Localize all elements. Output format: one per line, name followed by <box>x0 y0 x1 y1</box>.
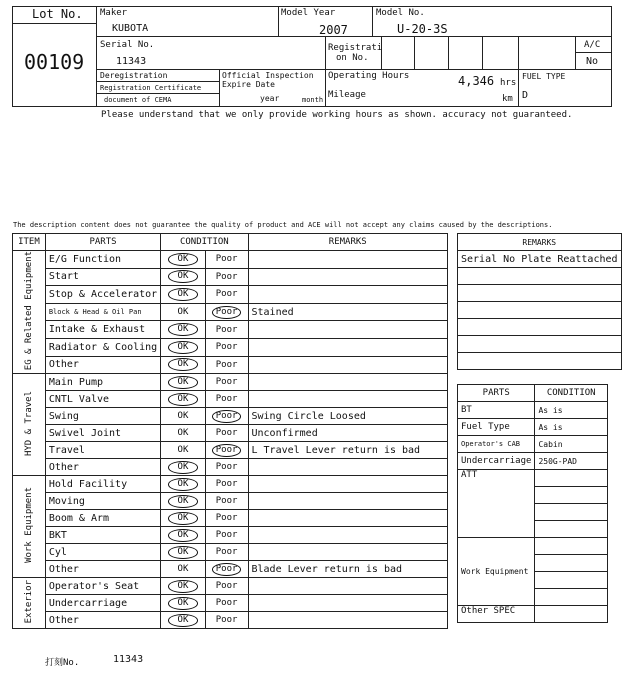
other-spec-cell-label: Other SPEC <box>461 606 516 616</box>
condition-ok: OK <box>168 529 199 542</box>
item-group-label: EG & Related Equipment <box>23 251 34 371</box>
model-no-label: Model No. <box>376 8 425 18</box>
condition-ok-cell <box>161 391 206 408</box>
remark-cell <box>248 510 448 527</box>
model-no-value: U-20-3S <box>397 22 448 36</box>
condition-poor-cell <box>205 476 248 493</box>
table-row <box>13 595 448 612</box>
ac-value: No <box>586 56 599 67</box>
condition-poor: Poor <box>215 530 238 541</box>
remark-cell: Unconfirmed <box>248 425 448 442</box>
remark-cell <box>248 612 448 629</box>
right-remark-cell <box>458 336 622 353</box>
condition-poor-cell <box>205 527 248 544</box>
header-remarks: REMARKS <box>248 234 448 251</box>
part-name: Radiator & Cooling <box>45 338 160 356</box>
table-row <box>13 493 448 510</box>
right-part-name: Fuel Type <box>458 419 535 436</box>
condition-poor: Poor <box>215 581 238 592</box>
item-group-cell <box>13 251 46 374</box>
condition-poor: Poor <box>215 496 238 507</box>
condition-poor-cell <box>205 374 248 391</box>
item-group-label: Work Equipment <box>23 487 34 564</box>
part-name: Swing <box>45 408 160 425</box>
condition-poor: Poor <box>215 547 238 558</box>
item-group-label: Exterior <box>23 580 34 624</box>
remark-cell <box>248 321 448 339</box>
official-inspection-label: Official Inspection <box>222 71 314 80</box>
condition-ok-cell <box>161 303 206 321</box>
remark-cell <box>248 493 448 510</box>
table-row <box>13 268 448 286</box>
notice-text: Please understand that we only provide working hours as shown. accuracy not guaranteed. <box>101 110 573 120</box>
operating-hours-label: Operating Hours <box>328 71 410 81</box>
right-parts-row <box>458 606 608 623</box>
part-name: E/G Function <box>45 251 160 269</box>
condition-poor-cell <box>205 286 248 304</box>
table-row <box>13 408 448 425</box>
condition-poor: Poor <box>215 271 238 282</box>
condition-poor: Poor <box>215 359 238 370</box>
table-row <box>13 510 448 527</box>
registration-label-2: on No. <box>336 53 369 63</box>
condition-poor: Poor <box>215 254 238 265</box>
condition-poor: Poor <box>212 444 242 457</box>
condition-ok: OK <box>177 428 189 439</box>
part-name: Main Pump <box>45 374 160 391</box>
table-row <box>13 251 448 269</box>
condition-ok: OK <box>168 495 199 508</box>
remark-cell <box>248 578 448 595</box>
part-name: Other <box>45 612 160 629</box>
remark-cell: Blade Lever return is bad <box>248 561 448 578</box>
table-row <box>13 374 448 391</box>
table-header-row <box>13 234 448 251</box>
right-remark-cell <box>458 302 622 319</box>
right-remark-cell <box>458 319 622 336</box>
condition-ok: OK <box>168 478 199 491</box>
part-name: Swivel Joint <box>45 425 160 442</box>
condition-poor: Poor <box>212 563 242 576</box>
condition-ok-cell <box>161 459 206 476</box>
condition-ok: OK <box>168 580 199 593</box>
condition-poor-cell <box>205 408 248 425</box>
remark-cell <box>248 356 448 374</box>
condition-poor: Poor <box>215 513 238 524</box>
condition-ok: OK <box>168 461 199 474</box>
condition-ok: OK <box>168 288 199 301</box>
cema-label: document of CEMA <box>104 96 172 104</box>
part-name: Moving <box>45 493 160 510</box>
condition-ok-cell <box>161 561 206 578</box>
disclaimer-text: The description content does not guarantee the quality of product and ACE will not accept any claims caused by the descriptions. <box>13 221 553 229</box>
month-label: month <box>302 96 324 104</box>
fuel-type-label: FUEL TYPE <box>522 72 566 81</box>
right-part-name: Undercarriage <box>458 453 535 470</box>
right-remark-cell <box>458 268 622 285</box>
condition-ok: OK <box>168 546 199 559</box>
right-remark-row <box>458 285 622 302</box>
maker-label: Maker <box>100 8 128 18</box>
part-name: Stop & Accelerator <box>45 286 160 304</box>
right-remarks-header: REMARKS <box>458 234 622 251</box>
condition-poor-cell <box>205 459 248 476</box>
condition-ok: OK <box>177 307 189 318</box>
right-part-condition: As is <box>535 402 608 419</box>
maker-value: KUBOTA <box>112 23 149 34</box>
right-remark-cell: Serial No Plate Reattached <box>458 251 622 268</box>
condition-ok-cell <box>161 510 206 527</box>
header-condition: CONDITION <box>161 234 248 251</box>
right-parts-row <box>458 436 608 453</box>
condition-poor-cell <box>205 321 248 339</box>
condition-poor-cell <box>205 356 248 374</box>
table-row <box>13 321 448 339</box>
lot-label: Lot No. <box>32 7 83 21</box>
remark-cell <box>248 476 448 493</box>
condition-ok-cell <box>161 321 206 339</box>
condition-ok-cell <box>161 612 206 629</box>
condition-ok-cell <box>161 286 206 304</box>
condition-poor: Poor <box>215 615 238 626</box>
condition-ok-cell <box>161 338 206 356</box>
table-row <box>13 527 448 544</box>
table-row <box>13 442 448 459</box>
table-row <box>13 544 448 561</box>
table-row <box>13 338 448 356</box>
condition-poor-cell <box>205 595 248 612</box>
condition-ok-cell <box>161 374 206 391</box>
part-name: Cyl <box>45 544 160 561</box>
part-name: Other <box>45 561 160 578</box>
table-row <box>13 612 448 629</box>
ac-label: A/C <box>584 40 601 50</box>
right-parts-row <box>458 402 608 419</box>
operating-hours-value: 4,346 <box>458 74 495 88</box>
condition-poor-cell <box>205 391 248 408</box>
condition-ok-cell <box>161 268 206 286</box>
right-parts-row <box>458 419 608 436</box>
condition-ok: OK <box>168 376 199 389</box>
part-name: CNTL Valve <box>45 391 160 408</box>
year-label: year <box>260 94 280 103</box>
condition-ok-cell <box>161 251 206 269</box>
condition-ok: OK <box>168 323 199 336</box>
condition-ok-cell <box>161 476 206 493</box>
right-remark-row <box>458 302 622 319</box>
condition-ok: OK <box>168 358 199 371</box>
right-part-name: BT <box>458 402 535 419</box>
condition-poor-cell <box>205 268 248 286</box>
footer-value: 11343 <box>113 654 144 665</box>
right-remark-row <box>458 268 622 285</box>
footer-label: 打刻No. <box>45 658 80 668</box>
right-part-condition <box>535 521 608 538</box>
serial-value: 11343 <box>116 56 147 67</box>
att-cell <box>458 470 535 538</box>
header-item: ITEM <box>13 234 46 251</box>
lot-number: 00109 <box>24 50 85 74</box>
condition-poor: Poor <box>212 306 242 319</box>
condition-poor: Poor <box>215 324 238 335</box>
item-group-label: HYD & Travel <box>23 390 34 456</box>
deregistration-label: Deregistration <box>100 71 168 80</box>
part-name: Undercarriage <box>45 595 160 612</box>
condition-poor-cell <box>205 425 248 442</box>
right-remark-row <box>458 336 622 353</box>
header-box <box>12 6 612 107</box>
condition-ok-cell <box>161 356 206 374</box>
remark-cell <box>248 391 448 408</box>
item-group-cell <box>13 374 46 476</box>
table-row <box>13 286 448 304</box>
expire-date-label: Expire Date <box>222 80 275 89</box>
registration-certificate-label: Registration Certificate <box>100 84 202 92</box>
table-row <box>13 425 448 442</box>
condition-poor: Poor <box>215 428 238 439</box>
condition-ok: OK <box>168 512 199 525</box>
condition-poor: Poor <box>212 410 242 423</box>
condition-ok-cell <box>161 544 206 561</box>
table-row <box>13 561 448 578</box>
condition-poor-cell <box>205 251 248 269</box>
remark-cell <box>248 544 448 561</box>
item-group-cell <box>13 578 46 629</box>
condition-poor: Poor <box>215 462 238 473</box>
header-parts: PARTS <box>45 234 160 251</box>
condition-poor: Poor <box>215 598 238 609</box>
remark-cell <box>248 268 448 286</box>
remark-cell <box>248 286 448 304</box>
right-parts-row <box>458 538 608 555</box>
work-equipment-cell <box>458 538 535 606</box>
work-equipment-label: Work Equipment <box>461 567 529 576</box>
right-remark-cell <box>458 285 622 302</box>
right-condition-header: CONDITION <box>535 385 608 402</box>
condition-poor: Poor <box>215 377 238 388</box>
condition-ok: OK <box>168 614 199 627</box>
right-remark-row <box>458 353 622 370</box>
condition-ok: OK <box>168 270 199 283</box>
remark-cell <box>248 374 448 391</box>
part-name: Start <box>45 268 160 286</box>
model-year-value: 2007 <box>319 23 348 37</box>
item-group-cell <box>13 476 46 578</box>
right-part-condition <box>535 538 608 555</box>
part-name: Travel <box>45 442 160 459</box>
condition-poor-cell <box>205 442 248 459</box>
condition-ok: OK <box>177 445 189 456</box>
condition-poor: Poor <box>215 479 238 490</box>
condition-poor-cell <box>205 544 248 561</box>
remark-cell <box>248 251 448 269</box>
remark-cell <box>248 527 448 544</box>
part-name: Intake & Exhaust <box>45 321 160 339</box>
condition-poor-cell <box>205 612 248 629</box>
condition-ok: OK <box>168 597 199 610</box>
right-remarks-table <box>457 233 622 370</box>
right-part-condition: 250G-PAD <box>535 453 608 470</box>
right-remark-row <box>458 319 622 336</box>
km-label: km <box>502 94 513 104</box>
table-row <box>13 356 448 374</box>
condition-poor-cell <box>205 338 248 356</box>
right-parts-row <box>458 453 608 470</box>
inspection-table <box>12 233 448 629</box>
table-row <box>13 303 448 321</box>
remark-cell: Stained <box>248 303 448 321</box>
remark-cell <box>248 459 448 476</box>
right-part-name: Operator's CAB <box>458 436 535 453</box>
remark-cell: L Travel Lever return is bad <box>248 442 448 459</box>
hrs-label: hrs <box>500 78 517 88</box>
right-part-condition <box>535 487 608 504</box>
condition-ok-cell <box>161 442 206 459</box>
part-name: Other <box>45 356 160 374</box>
condition-ok-cell <box>161 527 206 544</box>
condition-ok-cell <box>161 408 206 425</box>
condition-ok: OK <box>168 393 199 406</box>
right-part-condition <box>535 504 608 521</box>
att-cell-label: ATT <box>461 470 478 480</box>
condition-poor: Poor <box>215 289 238 300</box>
serial-label: Serial No. <box>100 40 155 50</box>
part-name: Block & Head & Oil Pan <box>45 303 160 321</box>
right-parts-header: PARTS <box>458 385 535 402</box>
right-parts-table <box>457 384 608 623</box>
right-remark-cell <box>458 353 622 370</box>
condition-poor-cell <box>205 303 248 321</box>
fuel-type-value: D <box>522 90 529 101</box>
condition-ok: OK <box>177 411 189 422</box>
right-part-condition <box>535 606 608 623</box>
condition-poor-cell <box>205 510 248 527</box>
part-name: Other <box>45 459 160 476</box>
mileage-label: Mileage <box>328 90 366 100</box>
condition-ok: OK <box>177 564 189 575</box>
model-year-label: Model Year <box>281 8 336 18</box>
table-row <box>13 459 448 476</box>
right-part-condition <box>535 589 608 606</box>
condition-ok-cell <box>161 595 206 612</box>
right-part-condition: As is <box>535 419 608 436</box>
condition-poor: Poor <box>215 394 238 405</box>
remark-cell <box>248 595 448 612</box>
right-parts-row <box>458 470 608 487</box>
part-name: Hold Facility <box>45 476 160 493</box>
right-part-condition <box>535 572 608 589</box>
condition-poor-cell <box>205 493 248 510</box>
condition-poor-cell <box>205 578 248 595</box>
right-remark-row <box>458 251 622 268</box>
condition-ok-cell <box>161 578 206 595</box>
remark-cell <box>248 338 448 356</box>
table-row <box>13 578 448 595</box>
other-spec-cell <box>458 606 535 623</box>
condition-ok-cell <box>161 425 206 442</box>
table-row <box>13 391 448 408</box>
registration-label-1: Registrati <box>328 43 383 53</box>
part-name: BKT <box>45 527 160 544</box>
right-part-condition <box>535 470 608 487</box>
right-part-condition: Cabin <box>535 436 608 453</box>
condition-ok: OK <box>168 341 199 354</box>
condition-poor: Poor <box>215 342 238 353</box>
part-name: Operator's Seat <box>45 578 160 595</box>
remark-cell: Swing Circle Loosed <box>248 408 448 425</box>
condition-ok: OK <box>168 253 199 266</box>
condition-ok-cell <box>161 493 206 510</box>
table-row <box>13 476 448 493</box>
part-name: Boom & Arm <box>45 510 160 527</box>
right-part-condition <box>535 555 608 572</box>
condition-poor-cell <box>205 561 248 578</box>
